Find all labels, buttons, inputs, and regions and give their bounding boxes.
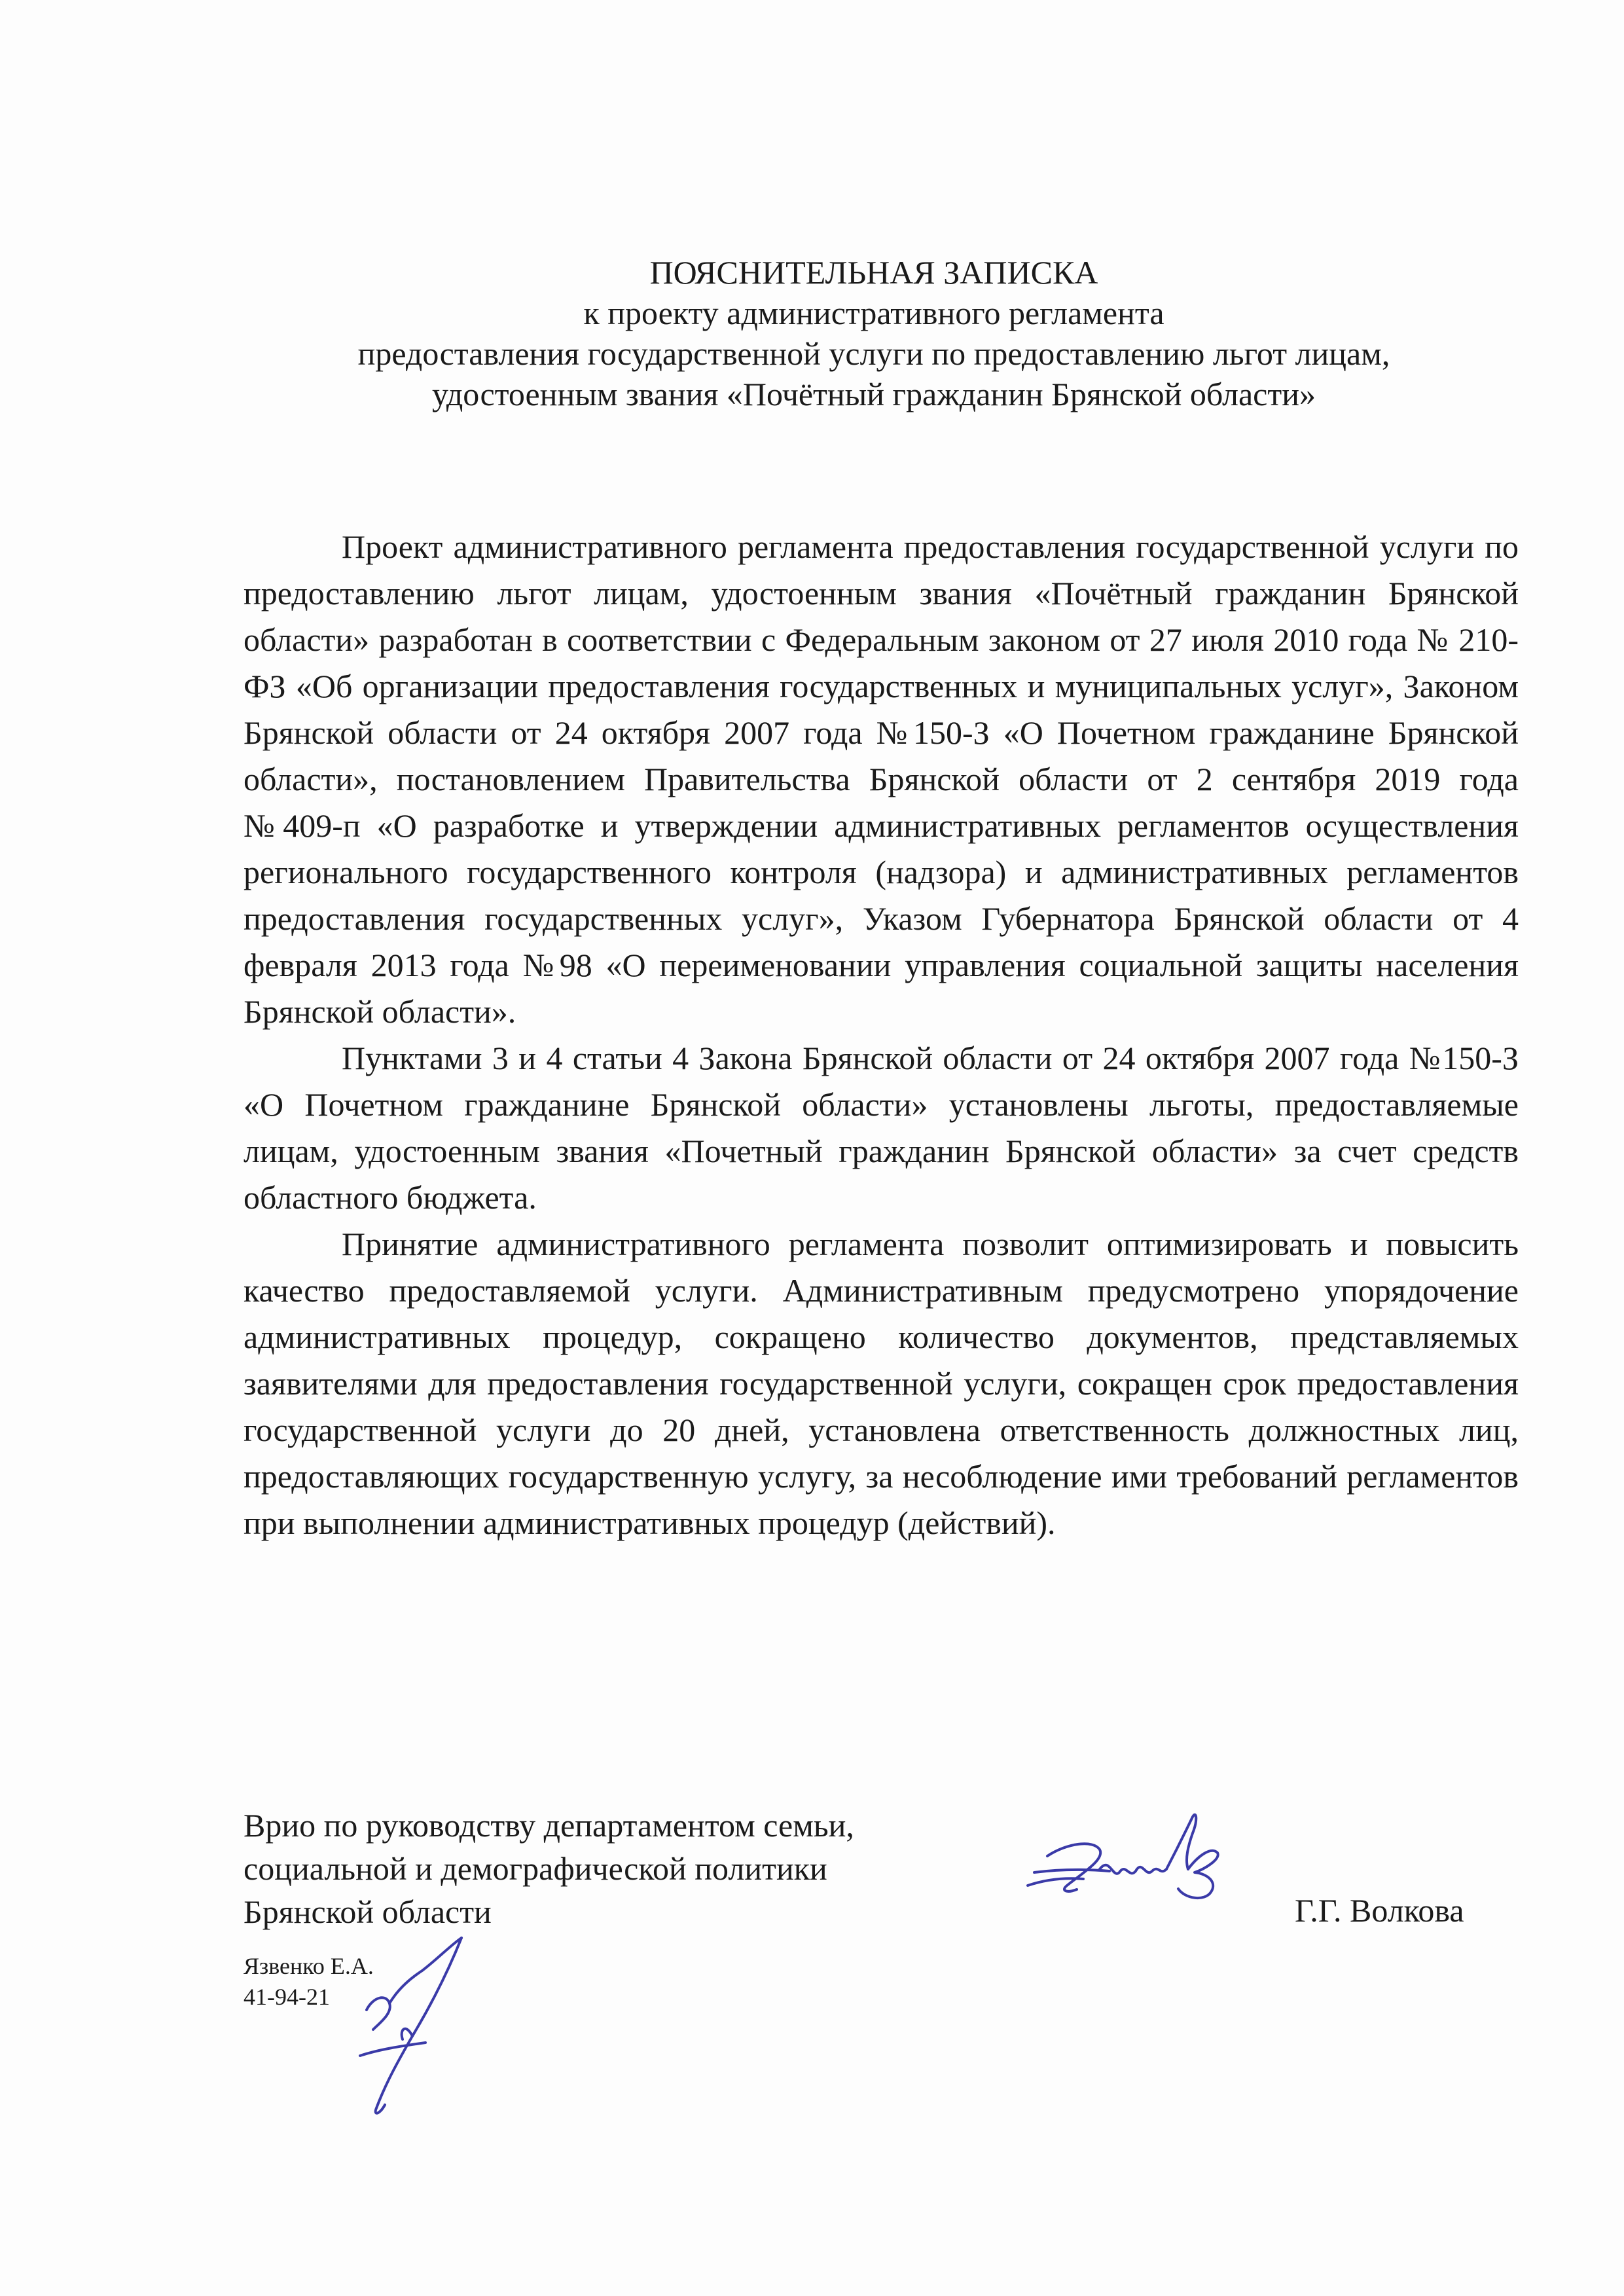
signer-name: Г.Г. Волкова xyxy=(1295,1892,1464,1929)
document-body xyxy=(244,524,1519,1546)
executor-name: Язвенко Е.А. xyxy=(244,1953,374,1979)
document-header xyxy=(249,252,1499,414)
initials-icon xyxy=(340,1931,484,2128)
position-line: Брянской области xyxy=(244,1893,492,1930)
position-line: Врио по руководству департаментом семьи, xyxy=(244,1807,854,1844)
signer-position xyxy=(244,1804,854,1933)
paragraph: Пунктами 3 и 4 статьи 4 Закона Брянской области от 24 октября 2007 года №150-З «О Почетном гражданине Брянской области» установлены льготы, предоставляемые лицам, удостоенным звания «Почетный гражданин Брянской области» за счет средств областного бюджета. xyxy=(244,1040,1519,1216)
subtitle-line: удостоенным звания «Почётный гражданин Брянской области» xyxy=(432,376,1316,412)
paragraph: Проект административного регламента предоставления государственной услуги по предоставлению льгот лицам, удостоенным звания «Почётный гражданин Брянской области» разработан в соответствии с Федеральным законом от 27 июля 2010 года № 210-ФЗ «Об организации предоставления государственных и муниципальных услуг», Законом Брянской области от 24 октября 2007 года №150-З «О Почетном гражданине Брянской области», постановлением Правительства Брянской области от 2 сентября 2019 года №409-п «О разработке и утверждении административных регламентов осуществления регионального государственного контроля (надзора) и административных регламентов предоставления государственных услуг», Указом Губернатора Брянской области от 4 февраля 2013 года №98 «О переименовании управления социальной защиты населения Брянской области». xyxy=(244,528,1519,1030)
document-title: ПОЯСНИТЕЛЬНАЯ ЗАПИСКА xyxy=(649,254,1098,291)
position-line: социальной и демографической политики xyxy=(244,1850,827,1887)
signature-icon xyxy=(1021,1794,1270,1944)
paragraph: Принятие административного регламента позволит оптимизировать и повысить качество предоставляемой услуги. Административным предусмотрено упорядочение административных процедур, сокращено количество документов, представляемых заявителями для предоставления государственной услуги, сокращен срок предоставления государственной услуги до 20 дней, установлена ответственность должностных лиц, предоставляющих государственную услугу, за несоблюдение ими требований регламентов при выполнении административных процедур (действий). xyxy=(244,1226,1519,1541)
subtitle-line: предоставления государственной услуги по предоставлению льгот лицам, xyxy=(357,335,1390,372)
executor-phone: 41-94-21 xyxy=(244,1984,330,2010)
subtitle-line: к проекту административного регламента xyxy=(583,295,1164,331)
